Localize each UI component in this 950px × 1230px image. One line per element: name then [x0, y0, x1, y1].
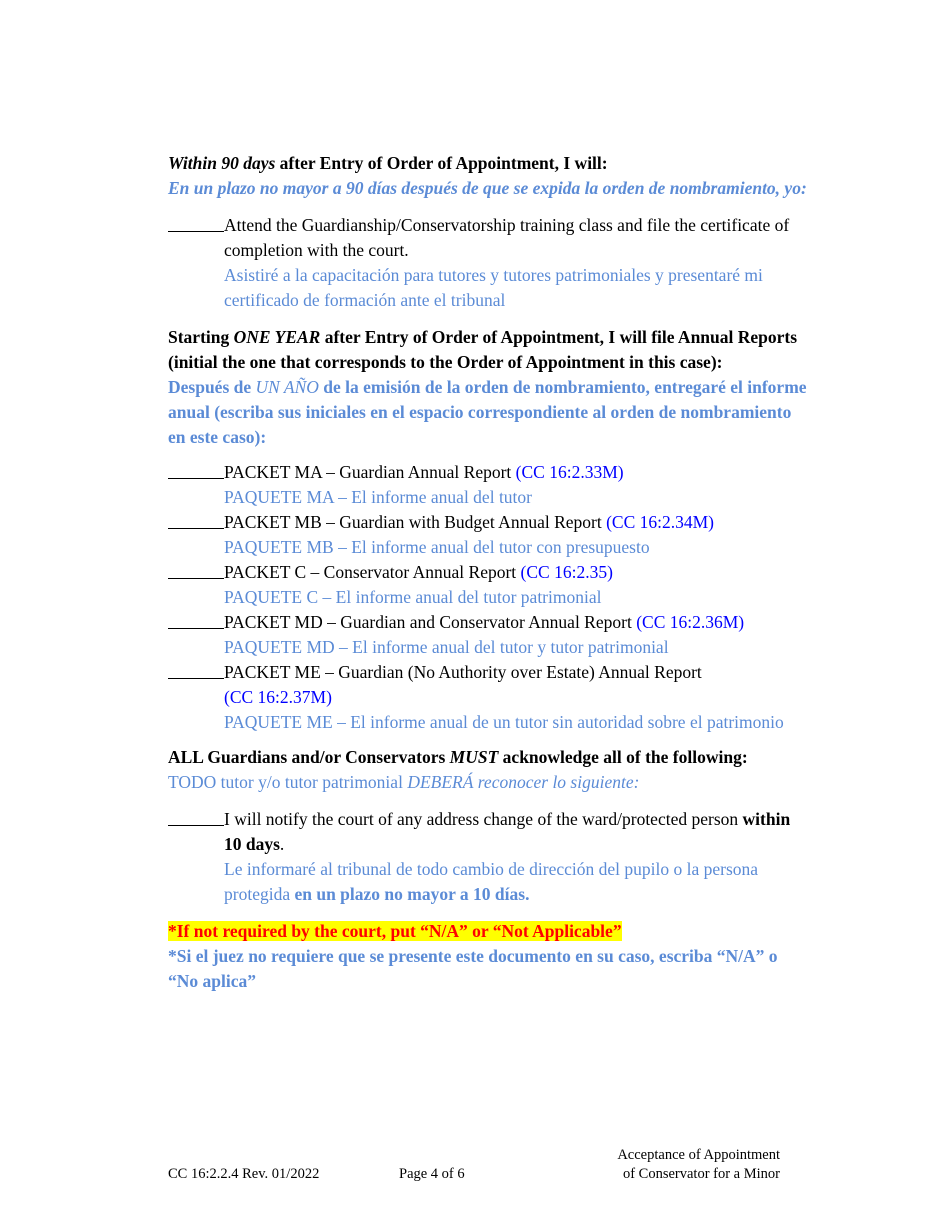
packet-c-label: PACKET C – Conservator Annual Report	[224, 562, 521, 582]
packet-item-mb	[168, 510, 808, 560]
form-code: CC 16:2.2.4 Rev. 01/2022	[168, 1166, 320, 1182]
section1-heading-emphasis: Within 90 days	[168, 153, 276, 173]
address-change-text: I will notify the court of any address change of the ward/protected person	[224, 809, 743, 829]
training-class-item	[168, 213, 808, 313]
packet-me-ref: (CC 16:2.37M)	[224, 687, 332, 707]
address-change-deadline-spanish: en un plazo no mayor a 10 días.	[294, 884, 530, 904]
section3-heading-emphasis: MUST	[449, 747, 499, 767]
initial-blank-packet-c[interactable]	[168, 560, 224, 579]
section3-heading-spanish	[168, 770, 808, 795]
section2-heading-text: after Entry of Order of Appointment, I will file Annual Reports (initial the one that corresponds to the Order of Appointment in this case):	[168, 327, 798, 372]
not-required-notice-spanish: *Si el juez no requiere que se presente este documento en su caso, escriba “N/A” o “No aplica”	[168, 946, 778, 991]
packet-me-spanish: PAQUETE ME – El informe anual de un tutor sin autoridad sobre el patrimonio	[224, 712, 784, 732]
packet-ma-spanish: PAQUETE MA – El informe anual del tutor	[224, 487, 532, 507]
section3-heading	[168, 745, 808, 770]
training-class-text-spanish: Asistiré a la capacitación para tutores y tutores patrimoniales y presentaré mi certificado de formación ante el tribunal	[224, 265, 763, 310]
section1-heading	[168, 151, 808, 176]
section2-heading-pre: Starting	[168, 327, 234, 347]
initial-blank-packet-me[interactable]	[168, 660, 224, 679]
section2-heading-es-text: de la emisión de la orden de nombramiento, entregaré el informe anual (escriba sus iniciales en el espacio correspondiente al orden de nombramiento en este caso):	[168, 377, 807, 447]
packet-ma-label: PACKET MA – Guardian Annual Report	[224, 462, 516, 482]
section2-heading-emphasis: ONE YEAR	[233, 327, 321, 347]
training-class-text: Attend the Guardianship/Conservatorship training class and file the certificate of completion with the court.	[224, 215, 790, 260]
packet-mb-label: PACKET MB – Guardian with Budget Annual Report	[224, 512, 607, 532]
packet-md-label: PACKET MD – Guardian and Conservator Annual Report	[224, 612, 637, 632]
packet-item-md	[168, 610, 808, 660]
section2-heading-es-emphasis: UN AÑO	[255, 377, 319, 397]
initial-blank-packet-ma[interactable]	[168, 460, 224, 479]
packet-item-ma	[168, 460, 808, 510]
form-title-line2: of Conservator for a Minor	[622, 1166, 780, 1182]
page-number: Page 4 of 6	[399, 1166, 465, 1182]
initial-blank-packet-mb[interactable]	[168, 510, 224, 529]
section2-heading-spanish	[168, 375, 808, 450]
packet-c-ref: (CC 16:2.35)	[520, 562, 613, 582]
packet-md-ref: (CC 16:2.36M)	[636, 612, 745, 632]
packet-mb-spanish: PAQUETE MB – El informe anual del tutor con presupuesto	[224, 537, 650, 557]
section2-heading	[168, 325, 808, 375]
section3-heading-es-pre: TODO tutor y/o tutor patrimonial	[168, 772, 408, 792]
address-change-period: .	[279, 834, 285, 854]
packet-c-spanish: PAQUETE C – El informe anual del tutor patrimonial	[224, 587, 602, 607]
packet-item-me	[168, 660, 808, 735]
form-body	[168, 151, 808, 994]
section3-heading-es-emphasis: DEBERÁ reconocer lo siguiente:	[407, 772, 640, 792]
section1-heading-text: after Entry of Order of Appointment, I will:	[275, 153, 608, 173]
initial-blank-training[interactable]	[168, 213, 224, 232]
address-change-deadline: within 10 days	[224, 809, 791, 854]
address-change-item	[168, 807, 808, 907]
section2-heading-es-pre: Después de	[168, 377, 256, 397]
packet-mb-ref: (CC 16:2.34M)	[606, 512, 715, 532]
not-required-notice-english: *If not required by the court, put “N/A” or “Not Applicable”	[168, 921, 622, 941]
page-footer	[168, 1146, 780, 1186]
packet-md-spanish: PAQUETE MD – El informe anual del tutor y tutor patrimonial	[224, 637, 669, 657]
form-title-line1: Acceptance of Appointment	[617, 1147, 780, 1163]
section3-heading-pre: ALL Guardians and/or Conservators	[168, 747, 450, 767]
address-change-text-spanish: Le informaré al tribunal de todo cambio de dirección del pupilo o la persona protegida	[224, 859, 759, 904]
section3-heading-text: acknowledge all of the following:	[498, 747, 748, 767]
not-required-notice	[168, 919, 808, 944]
initial-blank-address-change[interactable]	[168, 807, 224, 826]
initial-blank-packet-md[interactable]	[168, 610, 224, 629]
packet-item-c	[168, 560, 808, 610]
form-title	[617, 1146, 780, 1184]
packet-ma-ref: (CC 16:2.33M)	[515, 462, 624, 482]
packet-me-label: PACKET ME – Guardian (No Authority over Estate) Annual Report	[224, 662, 702, 682]
section1-heading-spanish: En un plazo no mayor a 90 días después de que se expida la orden de nombramiento, yo:	[168, 178, 807, 198]
